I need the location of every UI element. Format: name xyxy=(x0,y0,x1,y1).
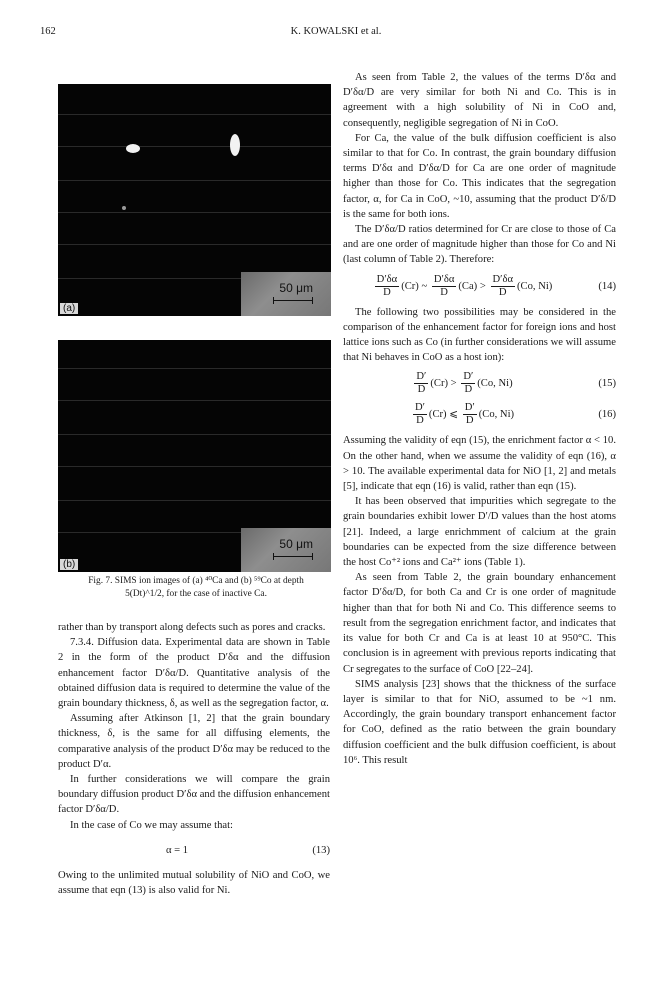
scale-bar-b xyxy=(273,556,313,557)
equation-15: $\frac{D'}{D}$ (Cr) > $\frac{D'}{D}$ (Co, Ni) (15) xyxy=(416,371,616,396)
page-number: 162 xyxy=(40,26,56,37)
ion-spot xyxy=(122,206,126,210)
paragraph: Assuming the validity of eqn (15), the enrichment factor α < 10. On the other hand, when we assume the validity of eqn (16), α > 10. The available experimental data for NiO [1, 2] and metals [5], indicate that eqn (16) is valid, rather than eqn (15). xyxy=(343,435,616,493)
scale-label-b: 50 μm xyxy=(279,537,313,551)
paragraph: For Ca, the value of the bulk diffusion coefficient is also similar to that for Co. In contrast, the grain boundary diffusion terms D′δα and D′δα/D for Ca are one order of magnitude higher than those for Co. This indicates that the segregation factor, α, for Ca in CoO, ~10, assuming that the product D′δ/D is the same for both ions. xyxy=(343,132,616,220)
ion-spot xyxy=(126,144,140,153)
scale-bar-a xyxy=(273,300,313,301)
paragraph: It has been observed that impurities which segregate to the grain boundaries exhibit lower D′/D values than the host atoms [21]. Indeed, a large enrichmment of calcium at the grain boundaries can be expected from the size difference between the host Co⁺² ions and Ca²⁺ ions (Table 1). xyxy=(343,496,616,569)
paragraph: 7.3.4. Diffusion data. Experimental data are shown in Table 2 in the form of the product D′δα and the diffusion enhancement factor D′δα/D. Quantitative analysis of the obtained diffusion data is required to determine the value of the grain boundary thickness, δ, as well as the segregation factor, α. xyxy=(58,637,330,710)
paragraph: Assuming after Atkinson [1, 2] that the grain boundary thickness, δ, is the same for all diffusing elements, the comparative analysis of the product D′δα may be reduced to the product D′α. xyxy=(58,713,330,770)
figure-panel-b xyxy=(58,340,331,572)
figure-caption: Fig. 7. SIMS ion images of (a) ⁴⁰Ca and (b) ⁵⁹Co at depth 5(Dt)^1/2, for the case of inactive Ca. xyxy=(88,576,304,599)
paragraph: Owing to the unlimited mutual solubility of NiO and CoO, we assume that eqn (13) is also valid for Ni. xyxy=(58,870,330,897)
paragraph: The D′δα/D ratios determined for Cr are close to those of Ca and are one order of magnitude higher than those for Co and Ni (last column of Table 2). Therefore: xyxy=(343,224,616,266)
paragraph: The following two possibilities may be considered in the comparison of the enhancement factor for foreign ions and host lattice ions such as Co (in further considerations we will assume that Ni behaves in CoO as a host ion): xyxy=(343,306,616,364)
panel-label-a: (a) xyxy=(60,303,78,314)
left-column xyxy=(58,620,330,898)
running-head: K. KOWALSKI et al. xyxy=(290,26,382,37)
equation-13 xyxy=(58,843,330,858)
equation-number: (15) xyxy=(598,378,616,390)
paragraph: In further considerations we will compare the grain boundary diffusion product D′δα and the diffusion enhancement factor D′δα/D. xyxy=(58,774,330,816)
paragraph: rather than by transport along defects such as pores and cracks. xyxy=(58,622,326,633)
equation-16: $\frac{D'}{D}$ (Cr) ⩽ $\frac{D'}{D}$ (Co, Ni) (16) xyxy=(414,402,616,427)
paragraph: As seen from Table 2, the values of the terms D′δα and D′δα/D are very similar for both Ni and Co. This is in agreement with a high solubility of Ni in CoO and, consequently, negligible segregation of Ni in CoO. xyxy=(343,72,616,129)
equation-14: $\frac{D'\delta\alpha}{D}$ (Cr) ~ $\frac{D'\delta\alpha}{D}$ (Ca) > $\frac{D'\delta\alpha}{D}$ (Co, Ni) (14) xyxy=(376,273,616,298)
paragraph: In the case of Co we may assume that: xyxy=(70,819,233,831)
figure-panel-a xyxy=(58,84,331,316)
paragraph: SIMS analysis [23] shows that the thickness of the surface layer is similar to that for NiO, assumed to be ~1 nm. Accordingly, the grain boundary transport enhancement factor for CoO, defined as the ratio between the grain boundary diffusion coefficient and the bulk diffusion coefficient, is about 10⁶. This result xyxy=(343,678,616,766)
equation-number: (14) xyxy=(598,280,616,292)
equation-number: (13) xyxy=(312,844,330,856)
equation-number: (16) xyxy=(598,409,616,421)
ion-spot xyxy=(230,134,240,156)
paragraph: As seen from Table 2, the grain boundary enhancement factor D′δα/D, for both Ca and Cr is one order of magnitude higher than that for both Ni and Co. This difference seems to result from the segregation enrichment factor, and indicates that its value for both Cr and Ca is at least 10 at 950°C. This conclusion is in agreement with previous reports indicating that Cr segregates to the surface of CoO [22–24]. xyxy=(343,572,616,675)
scale-label-a: 50 μm xyxy=(279,281,313,295)
panel-label-b: (b) xyxy=(60,559,78,570)
page-header xyxy=(40,26,632,40)
equation-body: α = 1 xyxy=(165,844,189,856)
right-column xyxy=(343,70,616,768)
